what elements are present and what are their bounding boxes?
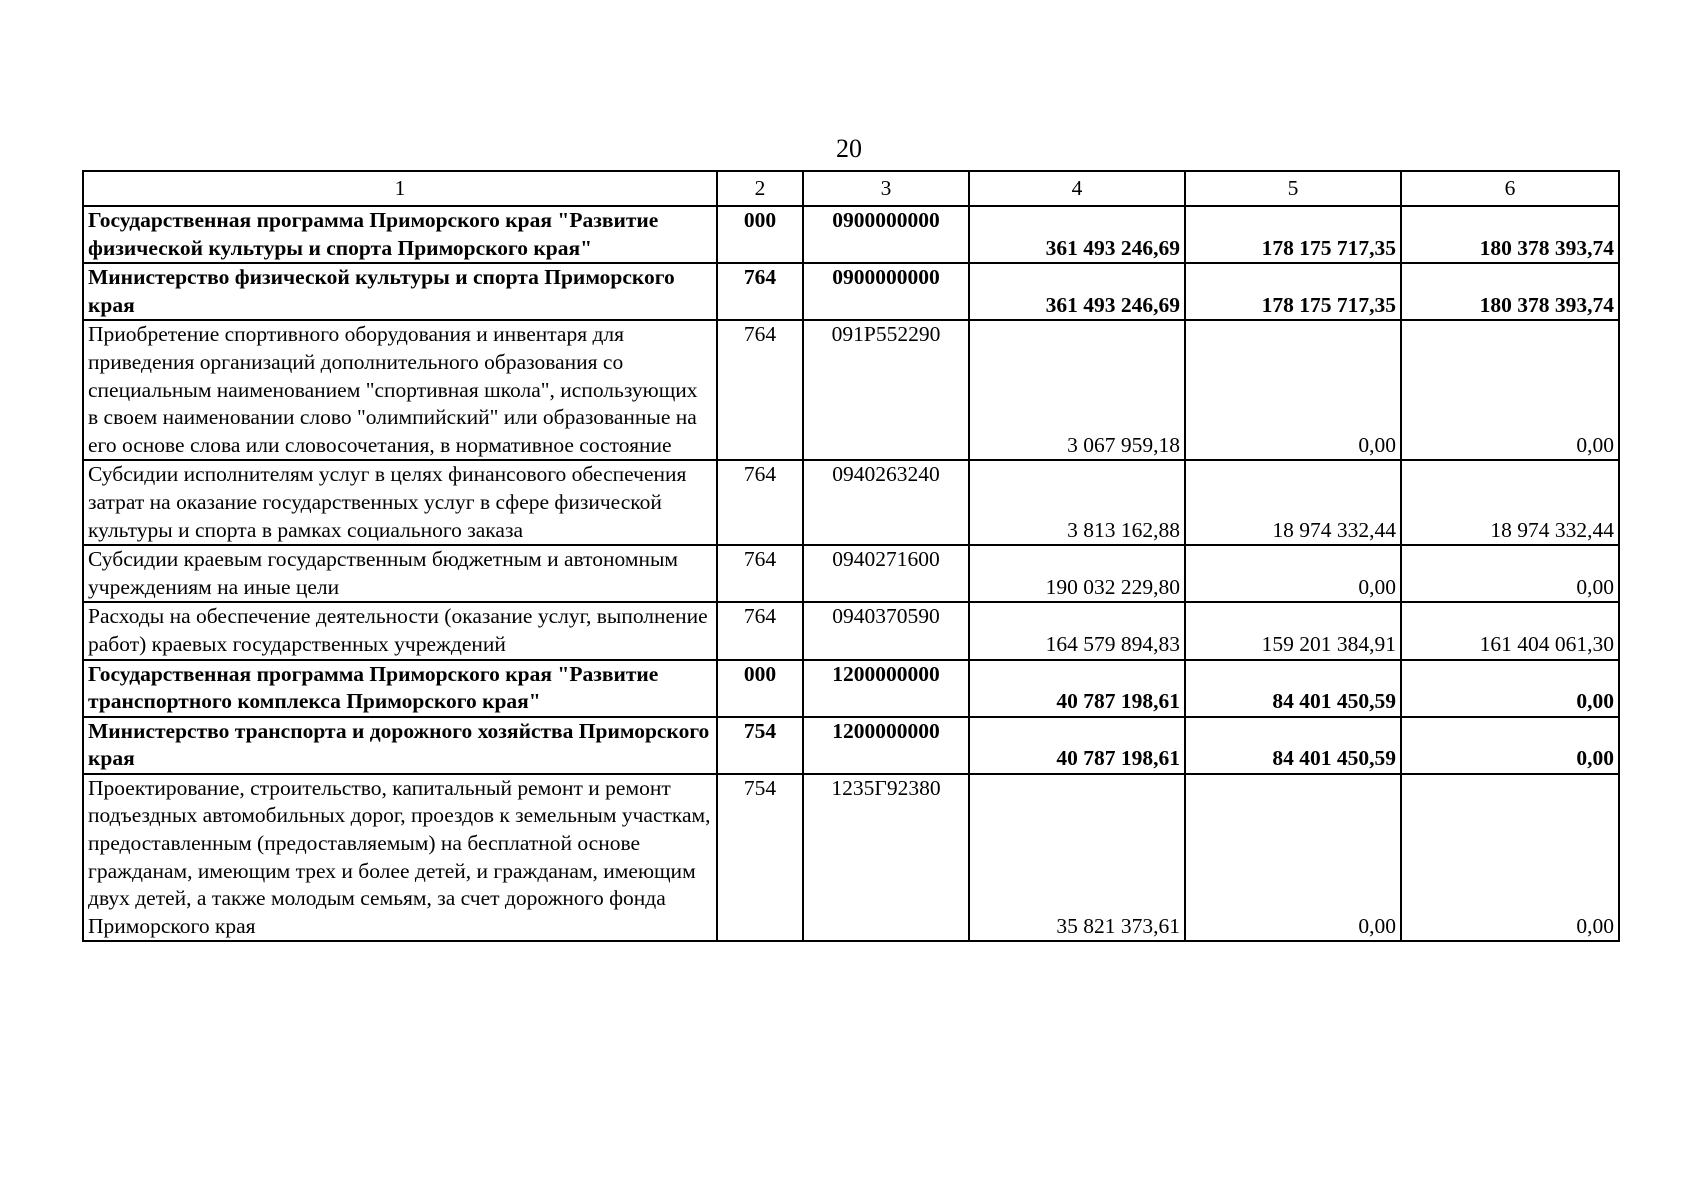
- amount-year-2: 0,00: [1185, 545, 1401, 602]
- expense-name: Государственная программа Приморского края "Развитие транспортного комплекса Приморского края": [83, 660, 717, 717]
- amount-year-2: 178 175 717,35: [1185, 206, 1401, 263]
- csr-code: 091P552290: [803, 320, 969, 460]
- amount-year-3: 0,00: [1401, 545, 1619, 602]
- csr-code: 1200000000: [803, 660, 969, 717]
- csr-code: 0900000000: [803, 263, 969, 320]
- csr-code: 0940263240: [803, 460, 969, 545]
- amount-year-2: 0,00: [1185, 774, 1401, 942]
- grbs-code: 764: [717, 460, 803, 545]
- column-header: 5: [1185, 171, 1401, 206]
- amount-year-1: 190 032 229,80: [969, 545, 1185, 602]
- csr-code: 0900000000: [803, 206, 969, 263]
- column-header: 2: [717, 171, 803, 206]
- amount-year-3: 0,00: [1401, 717, 1619, 774]
- grbs-code: 754: [717, 717, 803, 774]
- table-row: [83, 774, 1619, 942]
- csr-code: 0940271600: [803, 545, 969, 602]
- amount-year-3: 0,00: [1401, 660, 1619, 717]
- grbs-code: 764: [717, 320, 803, 460]
- amount-year-1: 3 813 162,88: [969, 460, 1185, 545]
- expense-name: Приобретение спортивного оборудования и инвентаря для приведения организаций дополнительного образования со специальным наименованием "спортивная школа", использующих в своем наименовании слово "олимпийский" или образованные на его основе слова или словосочетания, в нормативное состояние: [83, 320, 717, 460]
- amount-year-3: 0,00: [1401, 774, 1619, 942]
- amount-year-2: 178 175 717,35: [1185, 263, 1401, 320]
- grbs-code: 754: [717, 774, 803, 942]
- amount-year-2: 159 201 384,91: [1185, 602, 1401, 659]
- amount-year-1: 361 493 246,69: [969, 206, 1185, 263]
- grbs-code: 764: [717, 263, 803, 320]
- amount-year-3: 180 378 393,74: [1401, 206, 1619, 263]
- expense-name: Министерство физической культуры и спорта Приморского края: [83, 263, 717, 320]
- column-header: 6: [1401, 171, 1619, 206]
- amount-year-1: 361 493 246,69: [969, 263, 1185, 320]
- expense-name: Расходы на обеспечение деятельности (оказание услуг, выполнение работ) краевых государственных учреждений: [83, 602, 717, 659]
- amount-year-2: 84 401 450,59: [1185, 660, 1401, 717]
- expense-name: Проектирование, строительство, капитальный ремонт и ремонт подъездных автомобильных дорог, проездов к земельным участкам, предоставленным (предоставляемым) на бесплатной основе гражданам, имеющим трех и более детей, и гражданам, имеющим двух детей, а также молодым семьям, за счет дорожного фонда Приморского края: [83, 774, 717, 942]
- amount-year-1: 35 821 373,61: [969, 774, 1185, 942]
- amount-year-3: 0,00: [1401, 320, 1619, 460]
- amount-year-1: 3 067 959,18: [969, 320, 1185, 460]
- amount-year-2: 84 401 450,59: [1185, 717, 1401, 774]
- csr-code: 1200000000: [803, 717, 969, 774]
- amount-year-1: 40 787 198,61: [969, 660, 1185, 717]
- column-header: 3: [803, 171, 969, 206]
- grbs-code: 000: [717, 206, 803, 263]
- csr-code: 1235Г92380: [803, 774, 969, 942]
- amount-year-3: 180 378 393,74: [1401, 263, 1619, 320]
- page-number: 20: [836, 134, 862, 163]
- grbs-code: 764: [717, 545, 803, 602]
- expense-name: Министерство транспорта и дорожного хозяйства Приморского края: [83, 717, 717, 774]
- expense-name: Государственная программа Приморского края "Развитие физической культуры и спорта Приморского края": [83, 206, 717, 263]
- expense-name: Субсидии краевым государственным бюджетным и автономным учреждениям на иные цели: [83, 545, 717, 602]
- amount-year-1: 164 579 894,83: [969, 602, 1185, 659]
- table-row: [83, 263, 1619, 320]
- table-row: [83, 460, 1619, 545]
- table-row: [83, 206, 1619, 263]
- amount-year-2: 0,00: [1185, 320, 1401, 460]
- expense-name: Субсидии исполнителям услуг в целях финансового обеспечения затрат на оказание государственных услуг в сфере физической культуры и спорта в рамках социального заказа: [83, 460, 717, 545]
- amount-year-2: 18 974 332,44: [1185, 460, 1401, 545]
- table-row: [83, 660, 1619, 717]
- table-row: [83, 602, 1619, 659]
- grbs-code: 764: [717, 602, 803, 659]
- table-row: [83, 320, 1619, 460]
- column-header: 4: [969, 171, 1185, 206]
- amount-year-1: 40 787 198,61: [969, 717, 1185, 774]
- grbs-code: 000: [717, 660, 803, 717]
- table-row: [83, 717, 1619, 774]
- header-row: [83, 171, 1619, 206]
- amount-year-3: 161 404 061,30: [1401, 602, 1619, 659]
- budget-table: [82, 170, 1620, 942]
- csr-code: 0940370590: [803, 602, 969, 659]
- column-header: 1: [83, 171, 717, 206]
- amount-year-3: 18 974 332,44: [1401, 460, 1619, 545]
- table-row: [83, 545, 1619, 602]
